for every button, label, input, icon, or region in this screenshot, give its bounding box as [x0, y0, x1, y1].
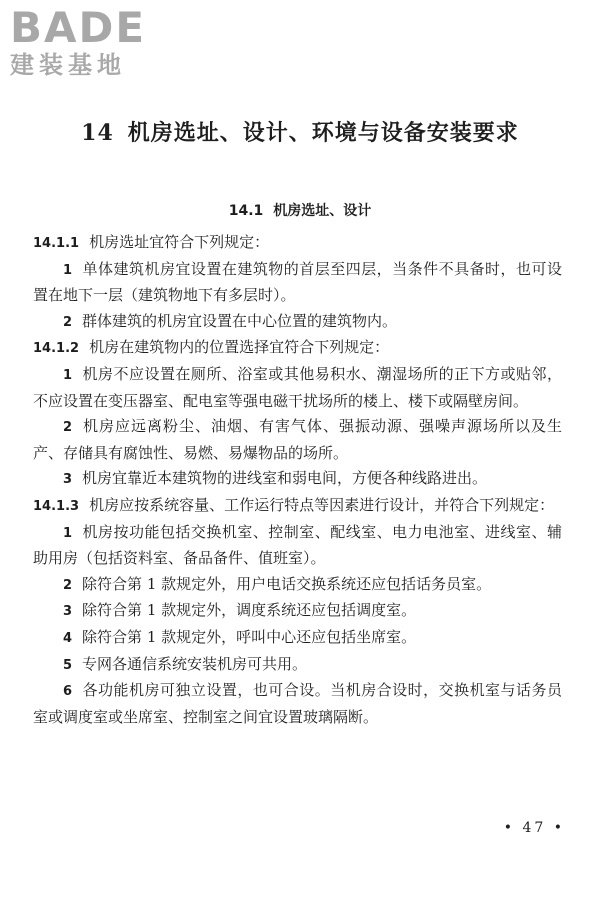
bade-watermark-logo — [10, 3, 180, 84]
item-number: 2 — [63, 577, 73, 593]
item-text: 机房按功能包括交换机室、控制室、配线室、电力电池室、进线室、辅助用房（包括资料室、备品备件、值班室）。 — [33, 522, 562, 568]
clause-item — [33, 414, 562, 466]
page-number: • 47 • — [503, 820, 565, 836]
section-number: 14.1 — [228, 203, 264, 219]
item-text: 单体建筑机房宜设置在建筑物的首层至四层，当条件不具备时，也可设置在地下一层（建筑物地下有多层时）。 — [33, 259, 562, 305]
clause-item — [33, 598, 562, 625]
clause-item — [33, 652, 562, 679]
item-number: 1 — [63, 367, 73, 383]
item-number: 5 — [63, 657, 73, 673]
item-text: 机房应远离粉尘、油烟、有害气体、强振动源、强噪声源场所以及生产、存储具有腐蚀性、易燃、易爆物品的场所。 — [33, 417, 562, 462]
clause-item — [33, 309, 562, 336]
item-text: 专网各通信系统安装机房可共用。 — [82, 654, 308, 673]
chapter-number: 14 — [81, 120, 114, 146]
clause-text: 机房选址宜符合下列规定： — [89, 233, 270, 251]
clause-item — [33, 572, 562, 599]
item-text: 机房宜靠近本建筑物的进线室和弱电间，方便各种线路进出。 — [82, 469, 488, 488]
item-text: 机房不应设置在厕所、浴室或其他易积水、潮湿场所的正下方或贴邻，不应设置在变压器室、配电室等强电磁干扰场所的楼上、楼下或隔壁房间。 — [33, 364, 562, 410]
item-number: 2 — [63, 314, 73, 330]
item-text: 除符合第 1 款规定外，呼叫中心还应包括坐席室。 — [82, 627, 417, 646]
item-number: 1 — [63, 525, 73, 541]
clause-item — [33, 625, 562, 652]
logo-subtitle: 建装基地 — [10, 51, 126, 79]
item-text: 各功能机房可独立设置，也可合设。当机房合设时，交换机室与话务员室或调度室或坐席室、控制室之间宜设置玻璃隔断。 — [33, 681, 562, 726]
item-text: 群体建筑的机房宜设置在中心位置的建筑物内。 — [82, 311, 398, 330]
clause-number: 14.1.1 — [33, 236, 80, 251]
item-number: 1 — [63, 262, 73, 278]
clause-item — [33, 678, 562, 730]
clause-14-1-2 — [33, 335, 562, 362]
clause-item — [33, 520, 562, 572]
item-text: 除符合第 1 款规定外，用户电话交换系统还应包括话务员室。 — [82, 574, 492, 593]
chapter-title — [0, 118, 600, 148]
clause-number: 14.1.2 — [33, 341, 80, 357]
clause-14-1-1 — [33, 230, 562, 257]
clause-14-1-3 — [33, 493, 562, 520]
clause-text: 机房应按系统容量、工作运行特点等因素进行设计，并符合下列规定： — [89, 495, 555, 514]
item-number: 2 — [63, 420, 73, 436]
section-title — [0, 199, 600, 223]
clause-number: 14.1.3 — [33, 498, 80, 514]
logo-brand: BADE — [10, 3, 147, 52]
item-number: 3 — [63, 604, 73, 620]
clause-item — [33, 362, 562, 414]
item-number: 3 — [63, 472, 73, 488]
clause-text: 机房在建筑物内的位置选择宜符合下列规定： — [89, 338, 390, 357]
item-number: 6 — [63, 684, 73, 700]
item-number: 4 — [63, 630, 73, 646]
clause-item — [33, 466, 562, 493]
chapter-title-text: 机房选址、设计、环境与设备安装要求 — [127, 120, 519, 146]
clause-item — [33, 257, 562, 309]
document-body — [33, 230, 562, 730]
section-title-text: 机房选址、设计 — [273, 203, 372, 219]
item-text: 除符合第 1 款规定外，调度系统还应包括调度室。 — [82, 601, 417, 620]
